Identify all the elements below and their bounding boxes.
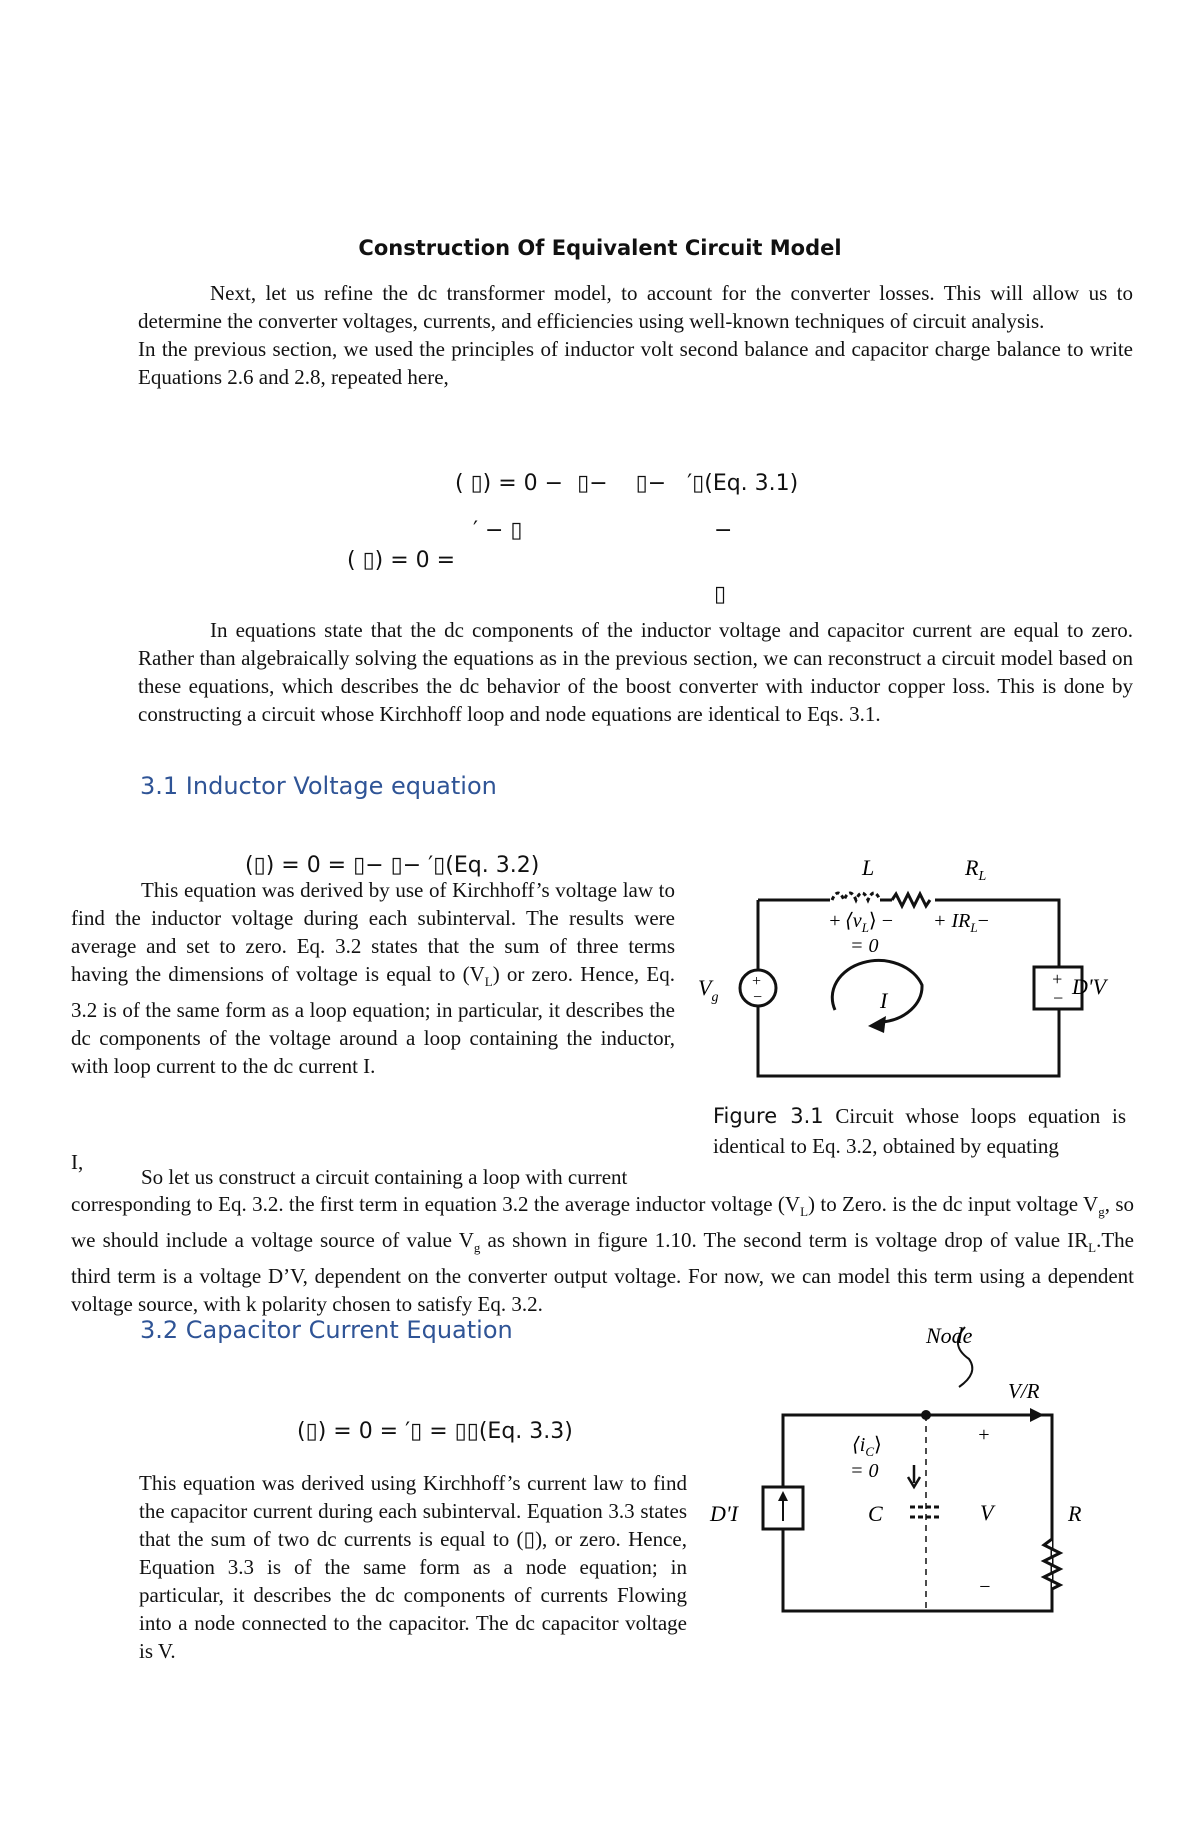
svg-text:+: + bbox=[977, 1424, 991, 1446]
svg-text:V/R: V/R bbox=[1008, 1379, 1040, 1403]
equation-3-3 bbox=[283, 1394, 573, 1444]
svg-text:RL: $R_L$ bbox=[965, 855, 987, 884]
section-3-2-paragraph: This equation was derived using Kirchhoff’s current law to find the capacitor current during each subinterval. Equation 3.3 states that the sum of two dc currents is equal to (▯), or zero. Hence, Equation 3.3 is of the same form as a node equation; in particular, it describes the dc components of currents Flowing into a node connected to the capacitor. The dc capacitor voltage is V. bbox=[139, 1471, 687, 1663]
section-3-1-paragraph-2: corresponding to Eq. 3.2. the first term in equation 3.2 the average inductor voltage $(V_L)$ to Zero. is the dc input voltage $V_g$, so we should include a voltage source of value $V_g$ as shown in figure 1.10. The second term is voltage drop of value $IR_L.The$ third term is a voltage D’V, dependent on the converter output voltage. For now, we can model this term using a dependent voltage source, with k polarity chosen to satisfy Eq. 3.2. bbox=[71, 1192, 1134, 1317]
ic-arrow bbox=[908, 1465, 920, 1487]
circuit-diagram-node bbox=[700, 1315, 1140, 1625]
page-title: Construction Of Equivalent Circuit Model bbox=[358, 236, 842, 260]
equation-3-1b-top: ′ − ▯ bbox=[473, 518, 523, 543]
svg-text:D'I: D'I bbox=[710, 1501, 738, 1526]
svg-text:−: − bbox=[752, 989, 763, 1006]
equation-3-1b-lhs: ( ▯) = 0 = bbox=[347, 548, 456, 573]
node-dot bbox=[921, 1410, 931, 1420]
equation-3-1-text: ( ▯) = 0 − ▯− ▯− ′▯ bbox=[455, 471, 705, 496]
svg-text:+: + bbox=[1051, 969, 1064, 989]
loop-current-arrow bbox=[832, 961, 922, 1022]
circuit-1-wire bbox=[758, 900, 1059, 1076]
section-3-1-paragraph: This equation was derived by use of Kirchhoff’s voltage law to find the inductor voltage during each subinterval. The results were average and set to zero. Eq. 3.2 states that the sum of three terms having the dimensions of voltage is equal to $(V_L)$ or zero. Hence, Eq. 3.2 is of the same form as a loop equation; in particular, it describes the dc components of the voltage around a loop containing the inductor, with loop current to the dc current I. bbox=[71, 878, 675, 1079]
body-paragraph-3: In equations state that the dc components of the inductor voltage and capacitor current are equal to zero. Rather than algebraically solving the equations as in the previous section, we can reconstruct a circuit model based on these equations, which describes the dc behavior of the boost converter with inductor copper loss. This is done by constructing a circuit whose Kirchhoff loop and node equations are identical to Eqs. 3.1. bbox=[138, 618, 1133, 726]
circuit-diagram-loop bbox=[690, 850, 1130, 1085]
svg-text:R: R bbox=[1068, 1501, 1082, 1526]
equation-3-2 bbox=[231, 828, 539, 878]
intro-paragraph-2: In the previous section, we used the principles of inductor volt second balance and capacitor charge balance to write Equations 2.6 and 2.8, repeated here, bbox=[138, 337, 1133, 389]
equation-3-2-text: (▯) = 0 = ▯− ▯− ′▯ bbox=[245, 853, 446, 878]
figure-3-1-caption: Figure 3.1 Circuit whose loops equation is identical to Eq. 3.2, obtained by equating bbox=[713, 1104, 1127, 1158]
svg-text:⟨vL⟩ −: $⟨v_L⟩$ − bbox=[845, 910, 894, 935]
svg-text:−: − bbox=[1052, 988, 1065, 1008]
svg-text:= 0: = 0 bbox=[850, 1460, 879, 1482]
svg-text:+: + bbox=[751, 973, 762, 990]
circuit-2-wire bbox=[783, 1415, 1052, 1611]
resistor-r-symbol bbox=[1044, 1539, 1060, 1589]
svg-text:−: − bbox=[978, 1576, 992, 1598]
svg-text:V: V bbox=[980, 1500, 994, 1525]
equation-3-3-text: (▯) = 0 = ′▯ = ▯▯ bbox=[297, 1419, 479, 1444]
svg-text:I: I bbox=[880, 988, 888, 1013]
equation-3-1b-minus: − bbox=[714, 518, 733, 543]
svg-text:C: C bbox=[868, 1501, 883, 1526]
inductor-symbol bbox=[832, 893, 880, 900]
equation-3-2-label: (Eq. 3.2) bbox=[445, 853, 540, 878]
section-3-1-heading: 3.1 Inductor Voltage equation bbox=[140, 772, 497, 800]
figure-3-1-label: Figure 3.1 bbox=[713, 1104, 824, 1128]
capacitor-symbol bbox=[910, 1507, 942, 1517]
equation-3-1b-box: ▯ bbox=[714, 582, 727, 607]
intro bbox=[138, 279, 1133, 391]
vr-arrow-head bbox=[1030, 1408, 1044, 1422]
svg-text:L: L bbox=[862, 855, 875, 880]
svg-text:= 0: = 0 bbox=[850, 935, 879, 957]
svg-text:D'V: D'V bbox=[1072, 974, 1107, 999]
section-3-2-heading: 3.2 Capacitor Current Equation bbox=[140, 1316, 513, 1344]
svg-text:Vg: $V_g$ bbox=[698, 975, 719, 1005]
equation-3-1-label: (Eq. 3.1) bbox=[704, 471, 799, 496]
svg-text:Node: Node bbox=[926, 1323, 973, 1348]
loop-arrow-head bbox=[868, 1016, 886, 1033]
section-3-1-paragraph-2-start: So let us construct a circuit containing a loop with current bbox=[141, 1165, 628, 1189]
svg-text:+ IRL−: + $IR_L-$ bbox=[933, 910, 989, 935]
resistor-rl-symbol bbox=[892, 894, 930, 906]
equation-3-3-label: (Eq. 3.3) bbox=[478, 1419, 573, 1444]
svg-text:+: + bbox=[828, 910, 842, 932]
intro-paragraph-1: Next, let us refine the dc transformer model, to account for the converter losses. This will allow us to determine the converter voltages, currents, and efficiencies using well-known techniques of circuit analysis. bbox=[138, 281, 1133, 333]
svg-text:⟨iC⟩: $⟨i_C⟩$ bbox=[852, 1434, 882, 1459]
stray-text: I, bbox=[71, 1150, 84, 1174]
equation-3-1 bbox=[441, 446, 798, 496]
